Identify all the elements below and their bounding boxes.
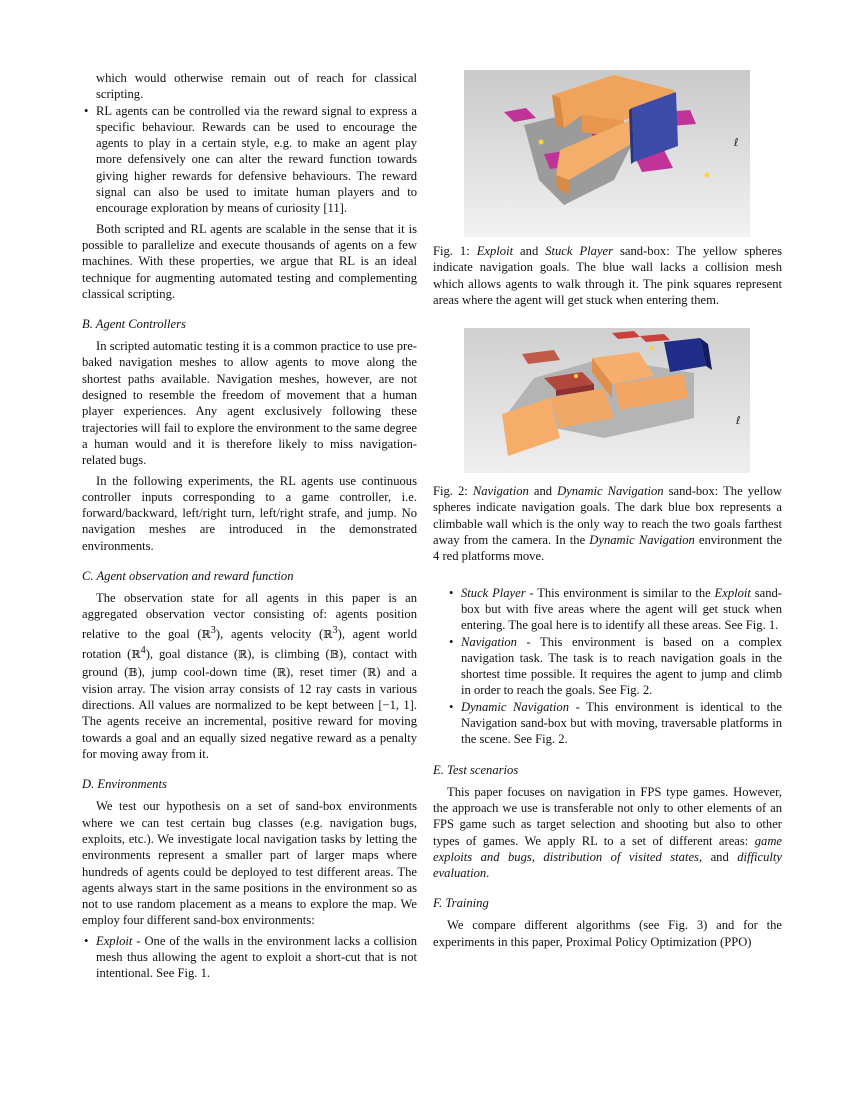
paragraph-training: We compare different algorithms (see Fig. 3) and for the experiments in this paper, Proximal Policy Optimization (PPO) xyxy=(433,918,782,949)
right-column xyxy=(433,70,782,950)
paragraph-scalable: Both scripted and RL agents are scalable in the sense that it is possible to parallelize and execute thousands of agents on a few machines. With these properties, we argue that RL is an ideal technique for augmenting automated testing and complementing classical scripting. xyxy=(82,221,417,301)
paragraph-environments: We test our hypothesis on a set of sand-box environments where we can test certain bug classes (e.g. navigation bugs, exploits, etc.). We investigate local navigation tasks by letting the environments represent a smaller part of larger maps where hundreds of agents could be deployed to test different areas. The agents always start in the same positions in the environment so as not to use random placement as a means to explore the map. We employ four different sand-box environments: xyxy=(82,799,417,928)
figure-1-caption: Fig. 1: Exploit and Stuck Player sand-box: The yellow spheres indicate navigation goals. The blue wall lacks a collision mesh which allows agents to walk through it. The pink squares represent areas where the agent will get stuck when entering them. xyxy=(433,244,783,307)
bullet-list-exploit xyxy=(82,933,417,982)
continued-text: which would otherwise remain out of reach for classical scripting. xyxy=(96,71,417,102)
bullet-list-rl xyxy=(82,103,417,217)
svg-text:ℓ: ℓ xyxy=(736,414,741,428)
figure-2-caption: Fig. 2: Navigation and Dynamic Navigation sand-box: The yellow spheres indicate navigation goals. The dark blue box represents a climbable wall which is the only way to reach the two goals farthest away from the camera. In the Dynamic Navigation environment the 4 red platforms move. xyxy=(433,484,782,564)
section-heading-c: C. Agent observation and reward function xyxy=(82,569,294,584)
left-column xyxy=(82,70,417,982)
paragraph-agent-controllers-2: In the following experiments, the RL agents use continuous controller inputs corresponding to a game controller, i.e. forward/backward, left/right turn, left/right strafe, and jump. No navigation meshes are introduced in the demonstrated environments. xyxy=(82,473,417,553)
list-item: • Dynamic Navigation - This environment is identical to the Navigation sand-box but with moving, traversable platforms in the scene. See Fig. 2. xyxy=(447,699,782,748)
section-heading-f: F. Training xyxy=(433,896,489,911)
figure-2-image xyxy=(464,328,750,473)
section-heading-d: D. Environments xyxy=(82,777,167,792)
section-heading-b: B. Agent Controllers xyxy=(82,317,186,332)
list-item: • Stuck Player - This environment is similar to the Exploit sand-box but with five areas where the agent will get stuck when entering. The goal here is to identify all these areas. See Fig. 1. xyxy=(447,585,782,634)
bullet-list-environments xyxy=(433,585,782,748)
figure-1-image xyxy=(464,70,750,237)
list-item-text: RL agents can be controlled via the reward signal to express a specific behaviour. Rewards can be used to encourage the agents to play in a certain style, e.g. to make an agent play more defensively one can alter the reward function towards giving higher rewards for defensive behaviours. The reward signal can also be used to imitate human players and to encourage exploration by means of curiosity [11]. xyxy=(96,103,417,216)
section-heading-e: E. Test scenarios xyxy=(433,762,519,777)
list-item xyxy=(82,103,417,217)
paragraph-observation: The observation state for all agents in this paper is an aggregated observation vector consisting of: agents position relative to the goal (ℝ$^3$), agents velocity (ℝ$^3$), agent world rotation (ℝ$^4$), goal distance (ℝ), is climbing (𝔹), contact with ground (𝔹), jump cool-down time (ℝ), reset timer (ℝ) and a vision array. The vision array consists of 12 ray casts in various directions. All values are normalized to be kept between [−1, 1]. The agents receive an incremental, positive reward for moving towards a goal and an equally sized negative reward as a penalty for moving away from it. xyxy=(82,591,418,762)
paragraph-test-scenarios: This paper focuses on navigation in FPS type games. However, the approach we use is transferable not only to other elements of an FPS game such as target selection and shooting but also to other types of games. We apply RL to a set of different areas: game exploits and bugs, distribution of visited states, and difficulty evaluation. xyxy=(433,784,783,881)
list-item: • Exploit - One of the walls in the environment lacks a collision mesh thus allowing the agent to exploit a short-cut that is not intentional. See Fig. 1. xyxy=(82,933,417,982)
svg-text:ℓ: ℓ xyxy=(734,136,739,149)
list-item: • Navigation - This environment is based on a complex navigation task. The task is to reach navigation goals in the shortest time possible. It requires the agent to jump and climb in order to reach the goals. See Fig. 2. xyxy=(447,634,782,699)
paragraph-agent-controllers-1: In scripted automatic testing it is a common practice to use pre-baked navigation meshes to allow agents to move along the shortest paths available. Navigation meshes, however, are not designed to resemble the freedom of movement that a human player experiences. Any agent exclusively following these trajectories will fail to explore the environment to the same degree a human would and it is therefore likely to miss navigation-related bugs. xyxy=(82,339,418,468)
